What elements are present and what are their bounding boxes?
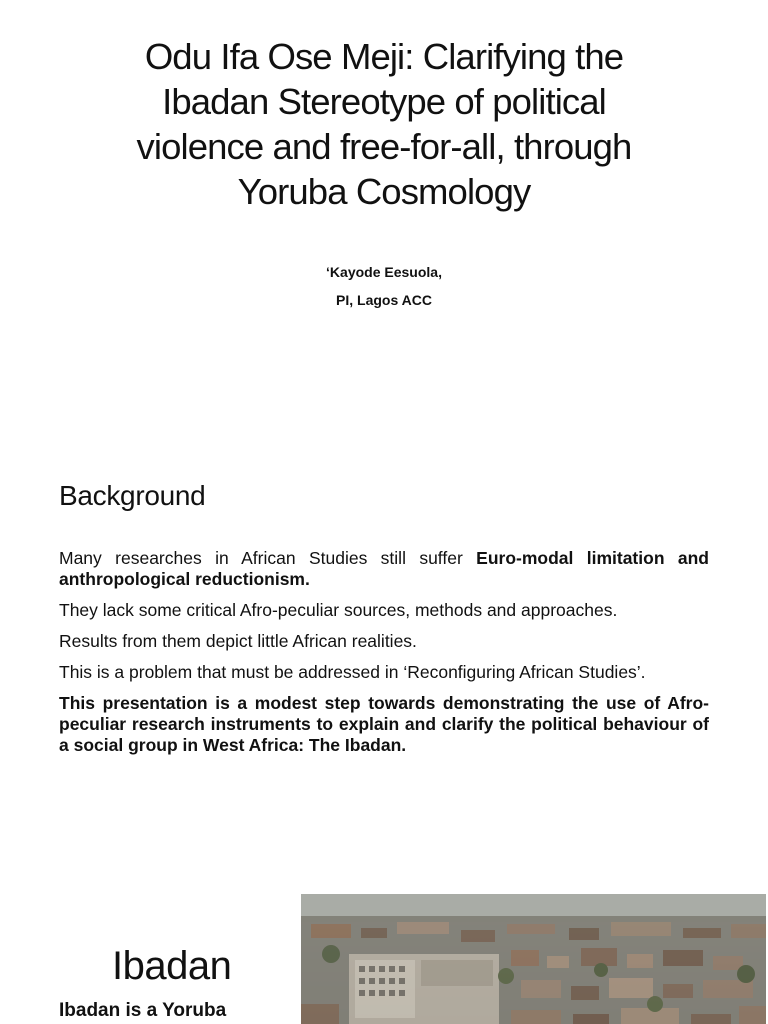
author-block	[234, 258, 534, 314]
presentation-title	[70, 34, 698, 214]
paragraph-problem: This is a problem that must be addressed in ‘Reconfiguring African Studies’.	[59, 662, 646, 682]
paragraph-results: Results from them depict little African realities.	[59, 631, 417, 651]
city-photo-illustration	[301, 894, 766, 1024]
author-affiliation: PI, Lagos ACC	[336, 292, 432, 308]
paragraph-1-bold: Euro-modal limitation and anthropological reductionism.	[59, 548, 709, 589]
paragraph-euro-modal	[59, 548, 709, 590]
ibadan-heading: Ibadan	[112, 944, 232, 988]
paragraph-afro-peculiar: They lack some critical Afro-peculiar sources, methods and approaches.	[59, 600, 618, 620]
background-heading: Background	[59, 480, 206, 511]
title-line-3: violence and free-for-all, through	[136, 126, 632, 167]
city-aerial-photo	[301, 894, 766, 1024]
paragraph-1-text: Many researches in African Studies still suffer	[59, 548, 477, 568]
background-slide	[0, 432, 768, 880]
ibadan-slide	[0, 880, 768, 1024]
title-line-2: Ibadan Stereotype of political	[162, 81, 606, 122]
paragraph-presentation-aim: This presentation is a modest step towards demonstrating the use of Afro- peculiar research instruments to explain and clarify the political behaviour of a social group in West Africa: The Ibadan.	[59, 693, 709, 755]
background-body	[59, 548, 709, 766]
ibadan-subtext: Ibadan is a Yoruba	[59, 1000, 227, 1021]
title-line-1: Odu Ifa Ose Meji: Clarifying the	[144, 36, 624, 77]
author-name: ‘Kayode Eesuola,	[326, 264, 442, 280]
title-line-4: Yoruba Cosmology	[237, 171, 531, 212]
title-slide	[0, 0, 768, 432]
